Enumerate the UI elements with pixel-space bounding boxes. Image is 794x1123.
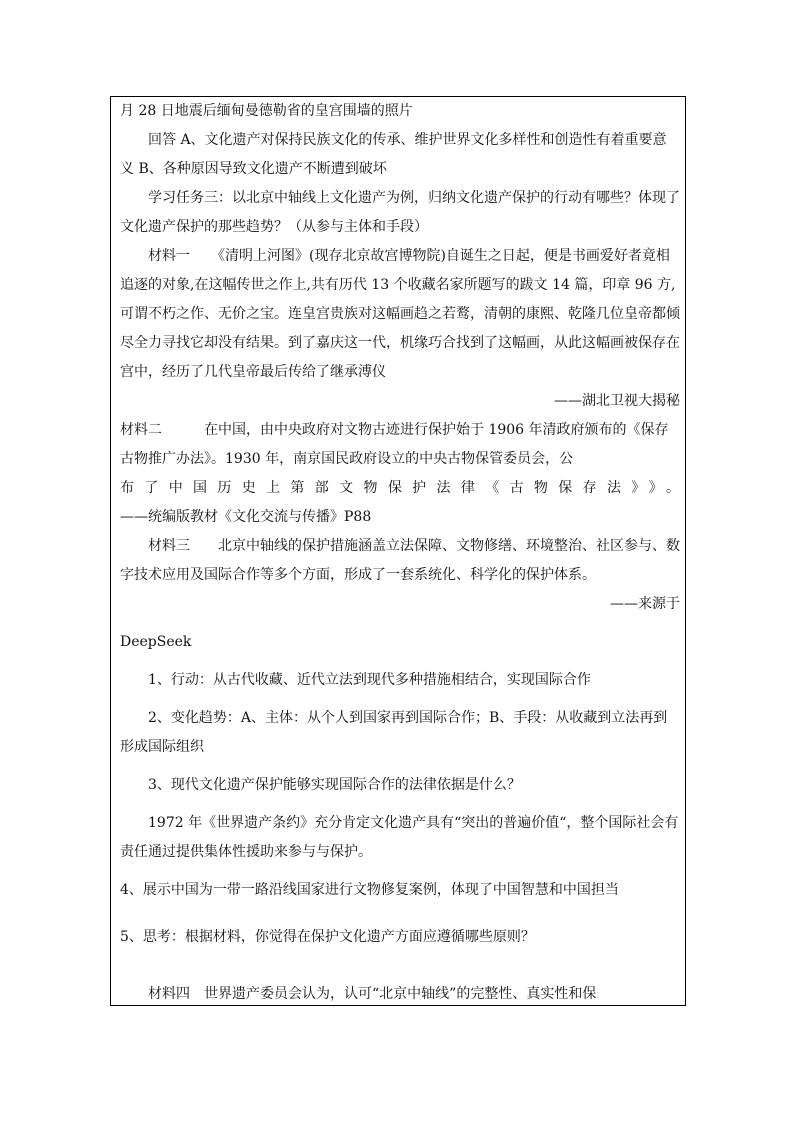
world-heritage-convention-paragraph: 1972 年《世界遗产条约》充分肯定文化遗产具有“突出的普遍价值“，整个国际社会有责任通过提供集体性援助来参与与保护。 [120, 815, 679, 860]
material-two-paragraph: 材料二 在中国，由中央政府对文物古迹进行保护始于 1906 年清政府颁布的《保存古物推广办法》。1930 年，南京国民政府设立的中央古物保管委员会，公 [120, 422, 669, 467]
item-five-question: 5、思考：根据材料，你觉得在保护文化遗产方面应遵循哪些原则？ [120, 929, 535, 945]
material-one-source: ——湖北卫视大揭秘 [554, 393, 680, 409]
material-four-paragraph: 材料四 世界遗产委员会认为，认可“北京中轴线”的完整性、真实性和保 [148, 986, 597, 1002]
item-four-case-study: 4、展示中国为一带一路沿线国家进行文物修复案例，体现了中国智慧和中国担当 [120, 882, 619, 898]
answer-item-two: 2、变化趋势：A、主体：从个人到国家再到国际合作；B、手段：从收藏到立法再到形成国际组织 [120, 710, 668, 755]
question-three: 3、现代文化遗产保护能够实现国际合作的法律依据是什么？ [148, 777, 521, 793]
answer-paragraph: 回答 A、文化遗产对保持民族文化的传承、维护世界文化多样性和创造性有着重要意义 B、各种原因导致文化遗产不断遭到破坏 [120, 132, 667, 177]
document-frame [110, 96, 686, 1006]
answer-item-one: 1、行动：从古代收藏、近代立法到现代多种措施相结合，实现国际合作 [148, 672, 591, 688]
photo-caption-line: 月 28 日地震后缅甸曼德勒省的皇宫围墙的照片 [120, 103, 413, 119]
material-three-source-name: DeepSeek [120, 634, 192, 650]
material-one-paragraph: 材料一 《清明上河图》(现存北京故宫博物院)自诞生之日起，便是书画爱好者竟相追逐的对象,在这幅传世之作上,共有历代 13 个收藏名家所题写的跋文 14 篇，印章 96 方,可谓不朽之作、无价之宝。连皇宫贵族对这幅画趋之若鹜，清朝的康熙、乾隆几位皇帝都倾尽全力寻找它却没有结果。到了嘉庆这一代，机缘巧合找到了这幅画，从此这幅画被保存在宫中，经历了几代皇帝最后传给了继承溥仪 [120, 248, 680, 380]
document-content [120, 97, 680, 1009]
material-three-source-label: ——来源于 [610, 596, 680, 612]
learning-task-three: 学习任务三：以北京中轴线上文化遗产为例，归纳文化遗产保护的行动有哪些？体现了文化遗产保护的那些趋势？（从参与主体和手段） [120, 190, 680, 235]
material-two-source: ——统编版教材《文化交流与传播》P88 [120, 509, 372, 525]
material-three-paragraph: 材料三 北京中轴线的保护措施涵盖立法保障、文物修缮、环境整治、社区参与、数字技术应用及国际合作等多个方面，形成了一套系统化、科学化的保护体系。 [120, 538, 680, 583]
material-two-continuation: 布了中国历史上第部文物保护法律《古物保存法》》。 [120, 480, 680, 496]
